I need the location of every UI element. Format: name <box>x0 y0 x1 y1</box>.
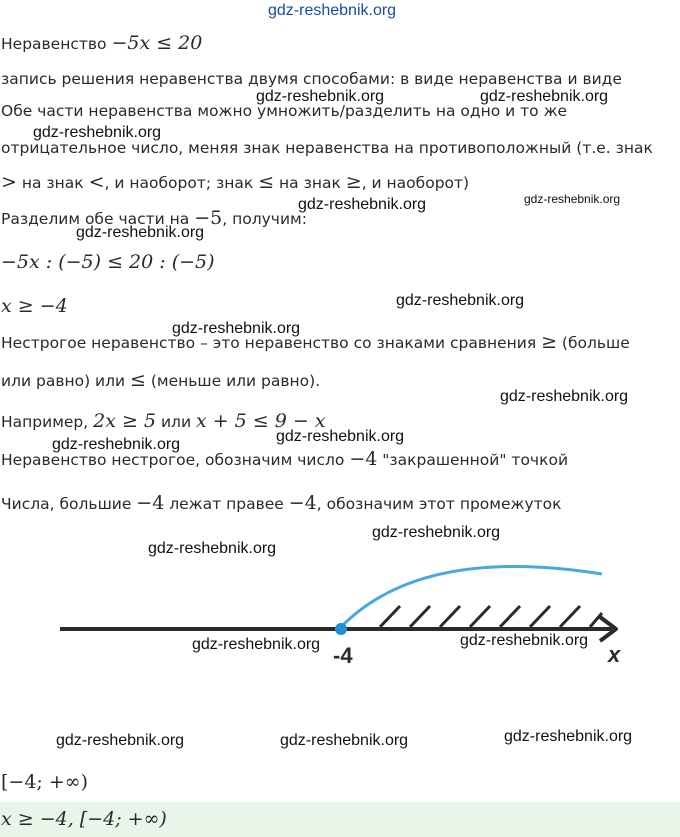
number-minus-4: −4 <box>349 448 378 470</box>
division-step: −5x : (−5) ≤ 20 : (−5) <box>1 251 215 273</box>
watermark: gdz-reshebnik.org <box>280 732 409 749</box>
text-part: Например, <box>1 413 94 431</box>
statement-inequality: −5x ≤ 20 <box>111 32 203 54</box>
ge-sign: ≥ <box>345 171 362 193</box>
hatching <box>380 606 602 627</box>
watermark: gdz-reshebnik.org <box>500 388 629 405</box>
text-part: или равно) или <box>1 372 131 390</box>
text-part: Числа, большие <box>1 495 137 513</box>
watermark: gdz-reshebnik.org <box>256 88 385 105</box>
watermark: gdz-reshebnik.org <box>172 320 301 337</box>
example-1: 2x ≥ 5 <box>93 410 157 432</box>
text-part: (меньше или равно). <box>145 372 321 390</box>
watermark: gdz-reshebnik.org <box>33 124 162 141</box>
watermark: gdz-reshebnik.org <box>56 732 185 749</box>
interval-arc <box>340 566 602 628</box>
le-sign: ≤ <box>130 369 146 391</box>
watermark-top: gdz-reshebnik.org <box>268 2 397 19</box>
number-minus-4: −4 <box>288 492 317 514</box>
text-line-4: отрицательное число, меняя знак неравенства на противоположный (т.е. знак <box>1 139 653 157</box>
text-part: "закрашенной" точкой <box>377 451 569 469</box>
text-part: , получим: <box>222 210 307 228</box>
watermark: gdz-reshebnik.org <box>524 192 621 206</box>
watermark: gdz-reshebnik.org <box>504 728 633 745</box>
axis-label: x <box>608 642 621 667</box>
text-part: , и наоборот; знак <box>104 174 259 192</box>
text-part: лежат правее <box>164 495 289 513</box>
text-part: на знак <box>16 174 89 192</box>
watermark: gdz-reshebnik.org <box>276 428 405 445</box>
le-sign: ≤ <box>258 171 275 193</box>
text-part: Нестрогое неравенство – это неравенство со знаками сравнения <box>1 334 542 352</box>
watermark: gdz-reshebnik.org <box>372 524 501 541</box>
text-part: , и наоборот) <box>361 174 470 192</box>
text-line-2: запись решения неравенства двумя способами: в виде неравенства и виде <box>1 70 622 88</box>
watermark: gdz-reshebnik.org <box>76 224 205 241</box>
watermark: gdz-reshebnik.org <box>52 436 181 453</box>
ge-sign: ≥ <box>541 331 557 353</box>
watermark: gdz-reshebnik.org <box>192 636 321 653</box>
text-part: Неравенство нестрогое, обозначим число <box>1 451 350 469</box>
watermark: gdz-reshebnik.org <box>480 88 609 105</box>
text-line-3: Обе части неравенства можно умножить/разделить на одно и то же <box>1 102 568 120</box>
watermark: gdz-reshebnik.org <box>298 196 427 213</box>
answer-box <box>0 802 680 837</box>
text-part: Разделим обе части на <box>1 210 195 228</box>
divisor: −5 <box>194 207 223 229</box>
gt-sign: > <box>1 171 17 193</box>
filled-point <box>335 623 347 635</box>
number-minus-4: −4 <box>136 492 165 514</box>
text-part: на знак <box>274 174 346 192</box>
text-part: (больше <box>557 334 630 352</box>
watermark: gdz-reshebnik.org <box>396 292 525 309</box>
point-label: -4 <box>333 643 353 668</box>
interval-result: [−4; +∞) <box>1 771 89 793</box>
example-2: x + 5 ≤ 9 − x <box>195 410 326 432</box>
lt-sign: < <box>88 171 105 193</box>
watermark: gdz-reshebnik.org <box>148 540 277 557</box>
watermark: gdz-reshebnik.org <box>460 632 589 649</box>
text-part: или <box>156 413 196 431</box>
solution-inequality: x ≥ −4 <box>1 295 68 317</box>
text-part: , обозначим этот промежуток <box>316 495 562 513</box>
answer-text: x ≥ −4, [−4; +∞) <box>1 808 167 830</box>
statement-label: Неравенство <box>1 35 112 53</box>
